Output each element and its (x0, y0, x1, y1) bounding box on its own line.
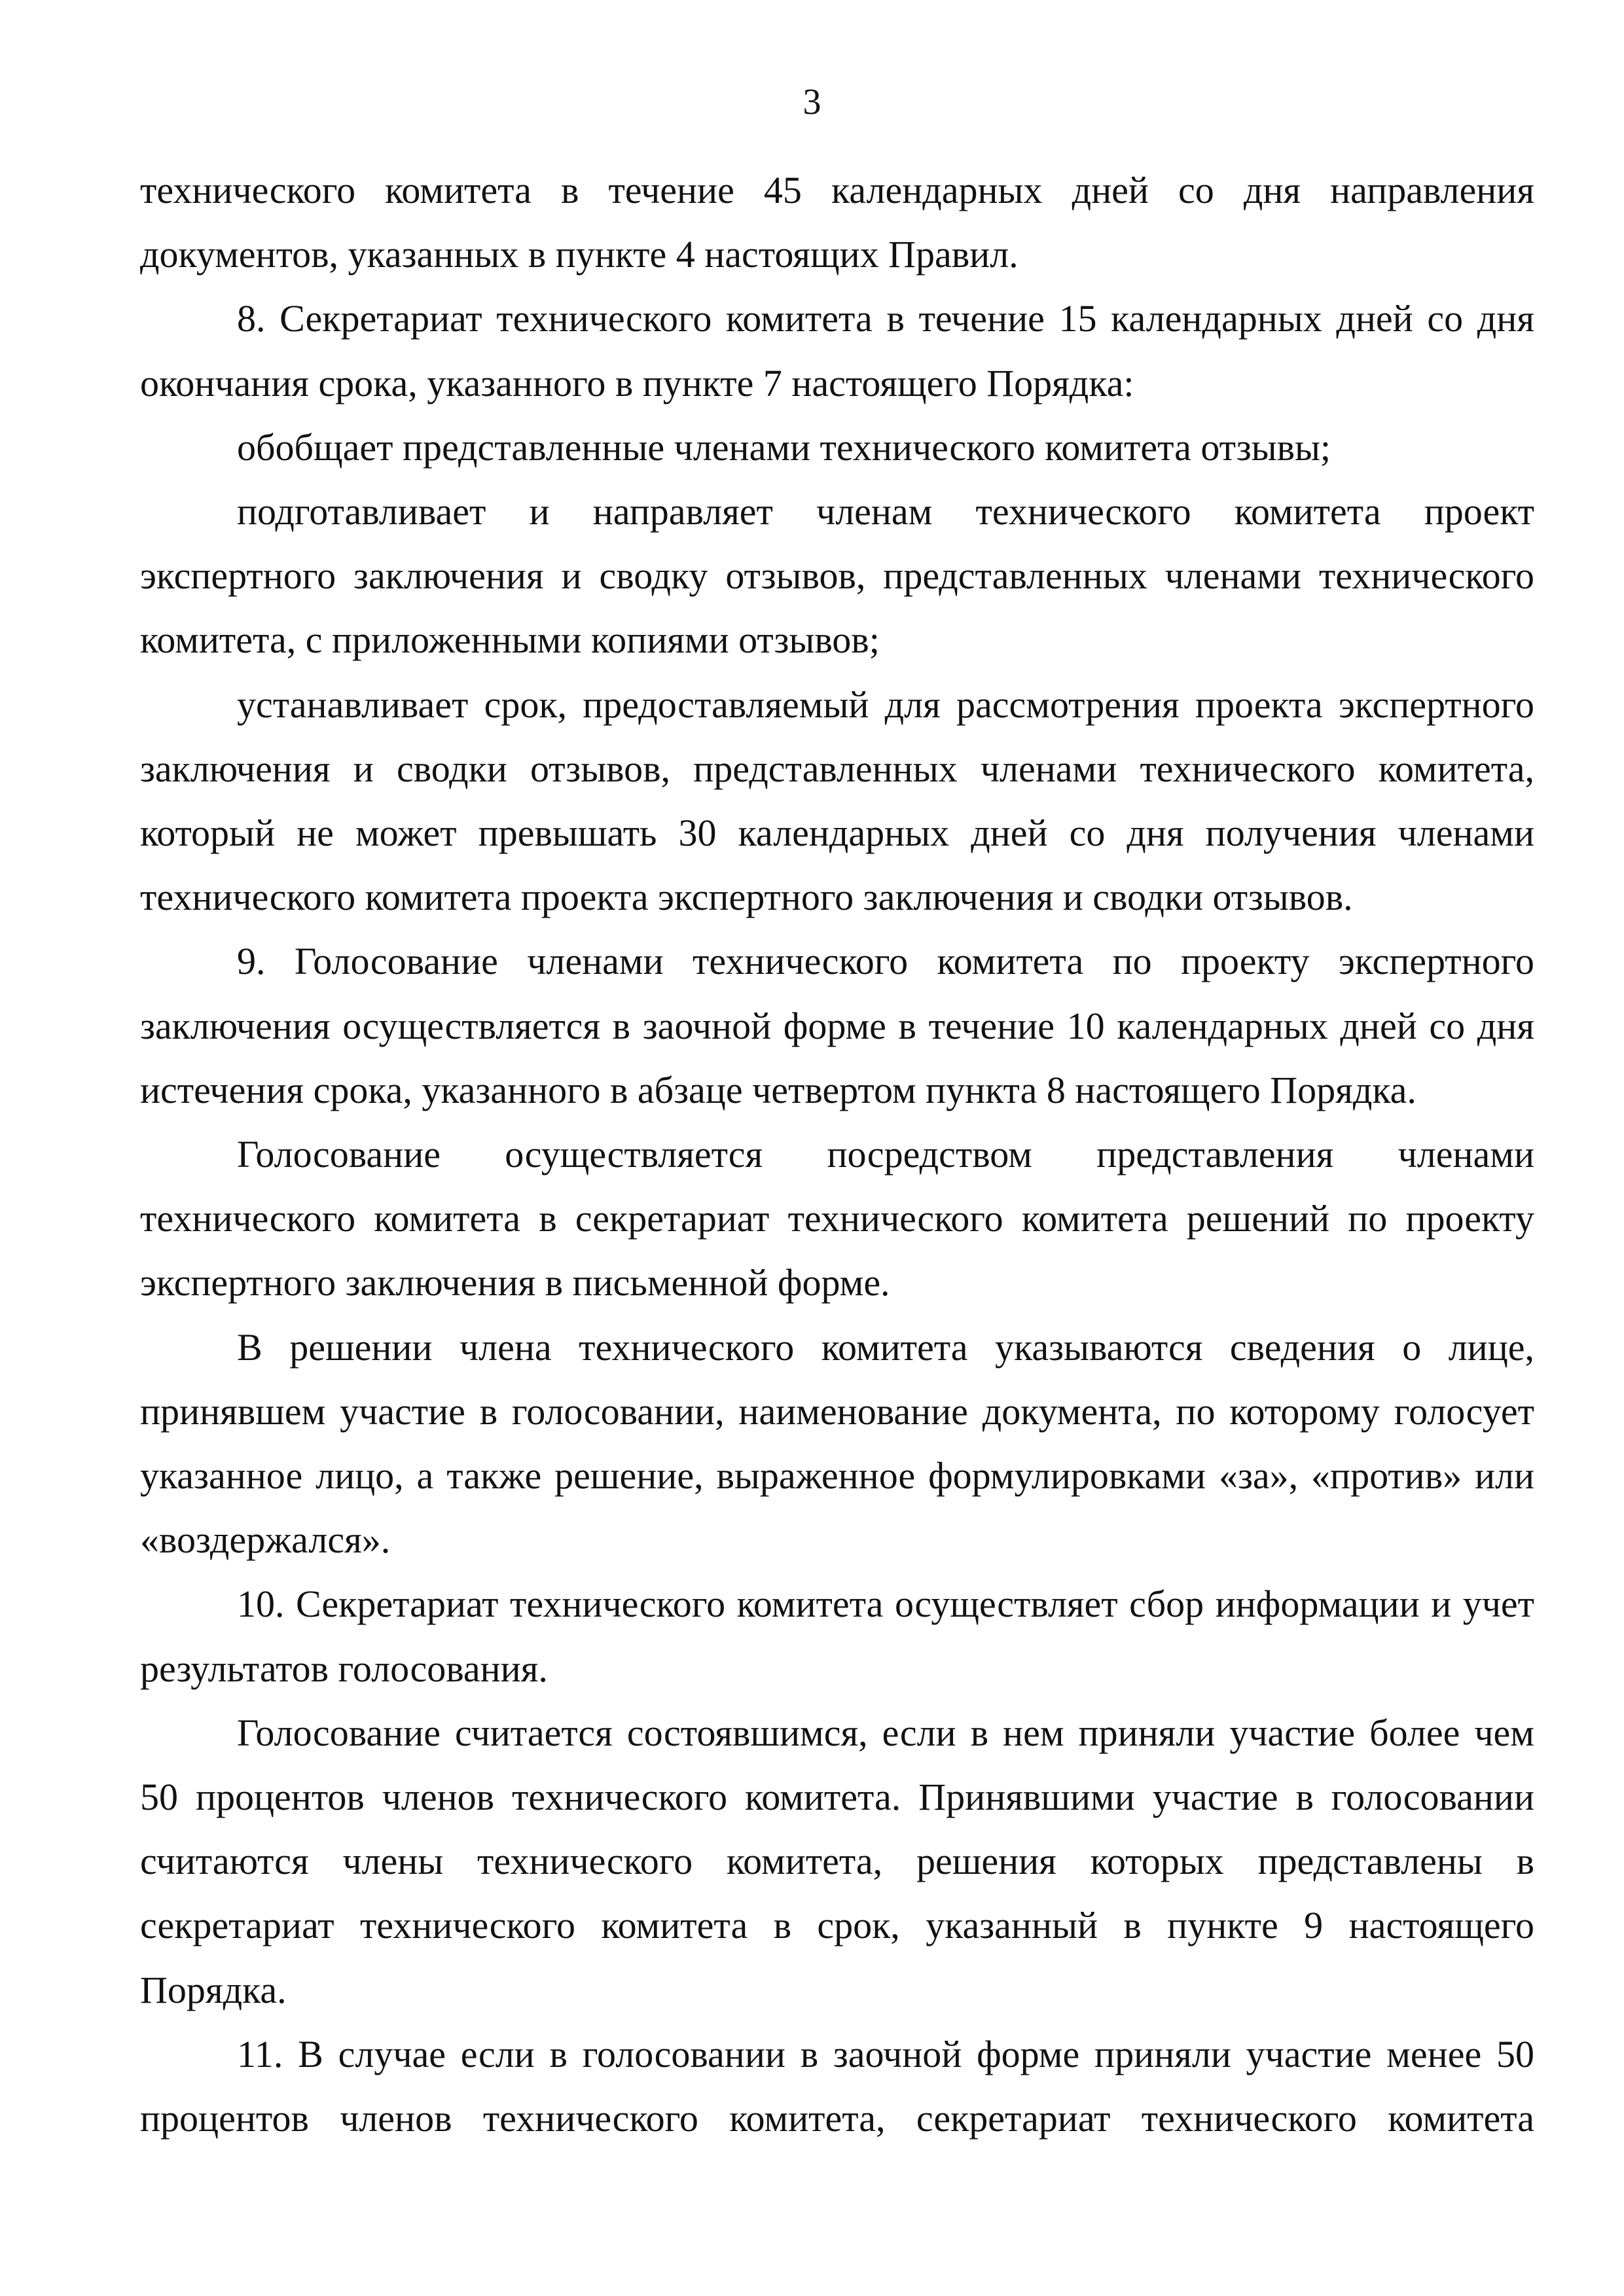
paragraph-item-11: 11. В случае если в голосовании в заочной форме приняли участие менее 50 процентов членов технического комитета, секретариат технического комитета (140, 2032, 1534, 2140)
paragraph-item-9: 9. Голосование членами технического комитета по проекту экспертного заключения осуществляется в заочной форме в течение 10 календарных дней со дня истечения срока, указанного в абзаце четвертом пункта 8 настоящего Порядка. (140, 940, 1534, 1111)
paragraph-item-9-decision-content: В решении члена технического комитета указываются сведения о лице, принявшем участие в голосовании, наименование документа, по которому голосует указанное лицо, а также решение, выраженное формулировками «за», «против» или «воздержался». (140, 1325, 1534, 1562)
paragraph-item-8-sets-deadline: устанавливает срок, предоставляемый для рассмотрения проекта экспертного заключения и сводки отзывов, представленных членами технического комитета, который не может превышать 30 календарных дней со дня получения членами технического комитета проекта экспертного заключения и сводки отзывов. (140, 683, 1534, 919)
paragraph-item-8-generalizes: обобщает представленные членами технического комитета отзывы; (237, 425, 1331, 469)
document-body (140, 158, 1534, 2151)
paragraph-continuation: технического комитета в течение 45 календарных дней со дня направления документов, указанных в пункте 4 настоящих Правил. (140, 169, 1534, 276)
paragraph-item-8: 8. Секретариат технического комитета в течение 15 календарных дней со дня окончания срока, указанного в пункте 7 настоящего Порядка: (140, 297, 1534, 404)
paragraph-item-8-prepares: подготавливает и направляет членам технического комитета проект экспертного заключения и сводку отзывов, представленных членами технического комитета, с приложенными копиями отзывов; (140, 490, 1534, 662)
page-number: 3 (803, 82, 821, 122)
paragraph-item-9-voting-method: Голосование осуществляется посредством представления членами технического комитета в секретариат технического комитета решений по проекту экспертного заключения в письменной форме. (140, 1133, 1534, 1304)
paragraph-item-10-quorum: Голосование считается состоявшимся, если в нем приняли участие более чем 50 процентов членов технического комитета. Принявшими участие в голосовании считаются члены технического комитета, решения которых представлены в секретариат технического комитета в срок, указанный в пункте 9 настоящего Порядка. (140, 1711, 1534, 2011)
paragraph-item-10: 10. Секретариат технического комитета осуществляет сбор информации и учет результатов голосования. (140, 1583, 1534, 1690)
